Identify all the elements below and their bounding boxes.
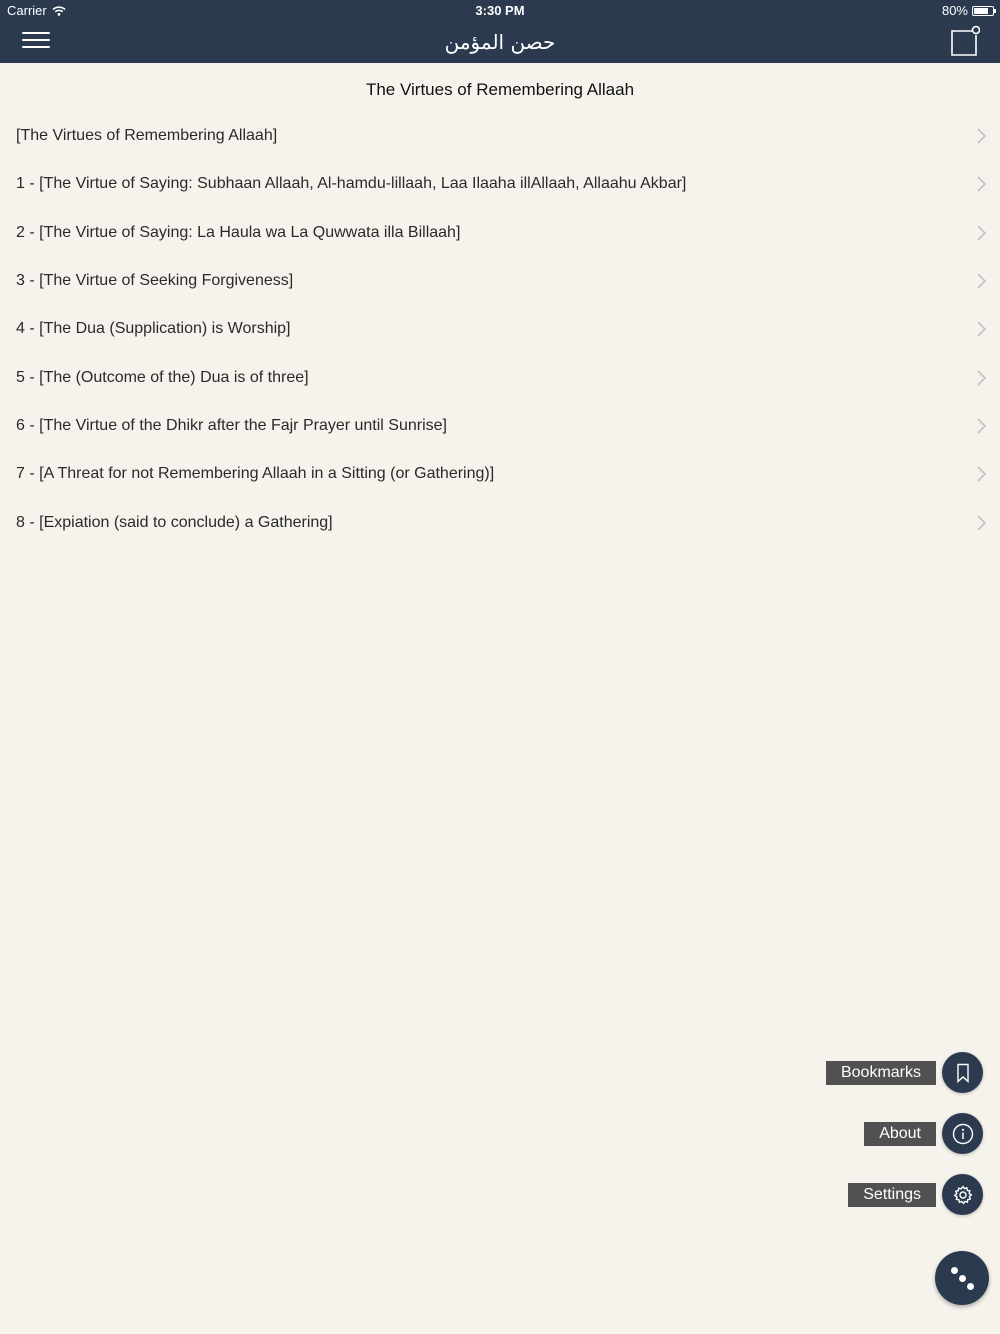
list-item-label: [The Virtues of Remembering Allaah]	[16, 127, 278, 145]
carrier-label: Carrier	[7, 3, 47, 18]
battery-percent: 80%	[941, 3, 968, 18]
fab-row-bookmarks	[826, 1052, 983, 1093]
settings-button[interactable]	[942, 1174, 983, 1215]
list-item-label: 2 - [The Virtue of Saying: La Haula wa La Quwwata illa Billaah]	[16, 223, 461, 241]
nav-title: حصن المؤمن	[444, 30, 556, 54]
list-item-label: 5 - [The (Outcome of the) Dua is of three]	[16, 368, 309, 386]
list-item-label: 7 - [A Threat for not Remembering Allaah in a Sitting (or Gathering)]	[16, 465, 495, 483]
settings-label[interactable]: Settings	[848, 1183, 936, 1207]
fab-row-about	[864, 1113, 983, 1154]
battery-icon	[972, 6, 994, 16]
list-item[interactable]	[0, 257, 1000, 305]
chevron-right-icon	[974, 465, 988, 483]
bookmarks-label[interactable]: Bookmarks	[826, 1061, 936, 1085]
nav-bar	[0, 22, 1000, 63]
battery-status	[942, 3, 994, 18]
chevron-right-icon	[974, 369, 988, 387]
list-item-label: 4 - [The Dua (Supplication) is Worship]	[16, 320, 291, 338]
list-item[interactable]	[0, 112, 1000, 160]
battery-fill	[974, 8, 988, 14]
about-button[interactable]	[942, 1113, 983, 1154]
list-item-label: 1 - [The Virtue of Saying: Subhaan Allaah, Al-hamdu-lillaah, Laa Ilaaha illAllaah, Allaahu Akbar]	[16, 175, 687, 193]
list-item-label: 8 - [Expiation (said to conclude) a Gathering]	[16, 513, 333, 531]
note-button[interactable]	[948, 25, 980, 57]
status-time: 3:30 PM	[475, 3, 525, 18]
chevron-right-icon	[974, 272, 988, 290]
chevron-right-icon	[974, 224, 988, 242]
list-item[interactable]	[0, 402, 1000, 450]
list-item-label: 6 - [The Virtue of the Dhikr after the Fajr Prayer until Sunrise]	[16, 416, 447, 434]
list-item[interactable]	[0, 209, 1000, 257]
bookmarks-button[interactable]	[942, 1052, 983, 1093]
chapter-list	[0, 112, 1000, 547]
note-icon	[948, 25, 980, 57]
list-item[interactable]	[0, 498, 1000, 546]
info-icon	[952, 1123, 974, 1145]
chevron-right-icon	[974, 417, 988, 435]
fab-main-button[interactable]	[935, 1251, 989, 1305]
status-bar	[0, 0, 1000, 22]
list-item[interactable]	[0, 160, 1000, 208]
chevron-right-icon	[974, 127, 988, 145]
chevron-right-icon	[974, 175, 988, 193]
chevron-right-icon	[974, 514, 988, 532]
about-label[interactable]: About	[864, 1122, 936, 1146]
list-item[interactable]	[0, 305, 1000, 353]
page-title: The Virtues of Remembering Allaah	[365, 80, 635, 99]
list-item[interactable]	[0, 450, 1000, 498]
fab-row-settings	[848, 1174, 983, 1215]
bookmark-icon	[956, 1063, 970, 1083]
list-item[interactable]	[0, 353, 1000, 401]
chevron-right-icon	[974, 320, 988, 338]
list-item-label: 3 - [The Virtue of Seeking Forgiveness]	[16, 272, 294, 290]
gear-icon	[952, 1184, 974, 1206]
